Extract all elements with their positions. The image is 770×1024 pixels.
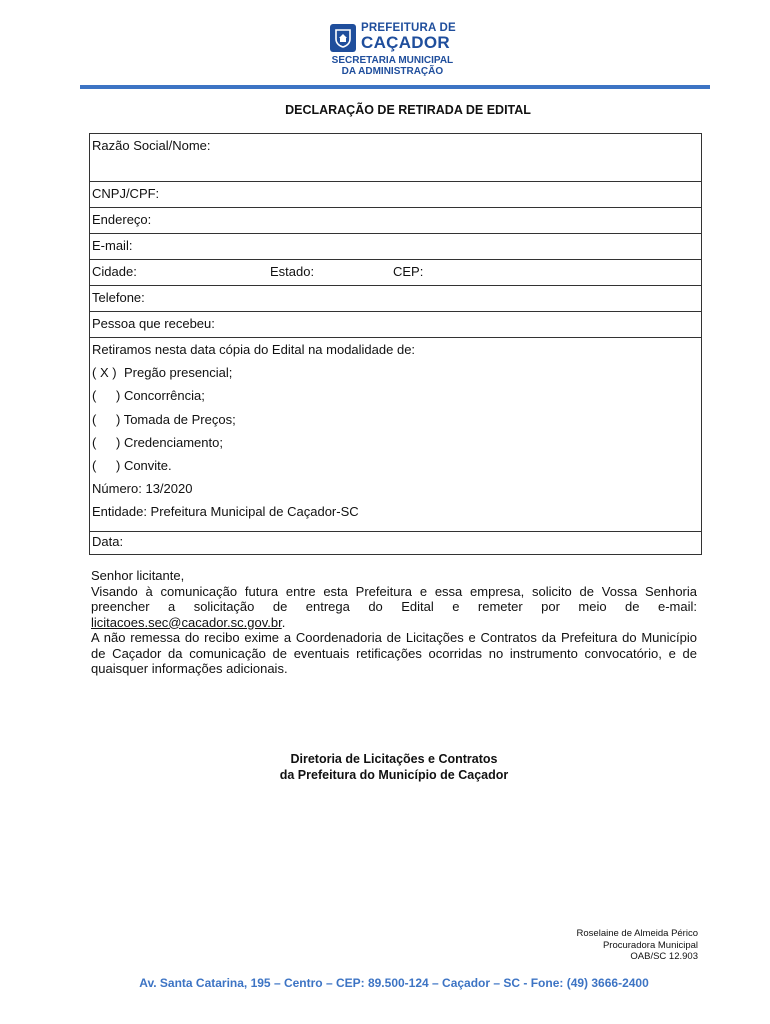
option-label: ) Credenciamento;: [116, 434, 223, 450]
option-label: Pregão presencial;: [124, 365, 233, 381]
option-mark: (: [92, 388, 97, 404]
logo-line-2: CAÇADOR: [361, 33, 450, 52]
label-cnpj: CNPJ/CPF:: [92, 186, 160, 201]
field-razao-social: [90, 134, 701, 182]
label-razao: Razão Social/Nome:: [92, 138, 211, 153]
contact-email-link[interactable]: licitacoes.sec@cacador.sc.gov.br: [91, 614, 282, 630]
signature-oab: OAB/SC 12.903: [630, 951, 698, 962]
label-cidade: Cidade:: [92, 264, 137, 279]
attorney-signature: [577, 928, 698, 963]
prefeitura-logo: [330, 22, 456, 77]
signature-role: Procuradora Municipal: [602, 939, 698, 951]
option-label: ) Tomada de Preços;: [116, 411, 236, 427]
modalidade-section: [90, 338, 701, 532]
field-cidade-estado-cep: [90, 260, 701, 286]
option-mark: (: [92, 434, 97, 450]
option-label: ) Concorrência;: [116, 388, 205, 404]
paragraph-2: A não remessa do recibo exime a Coordenadoria de Licitações e Contratos da Prefeitura do Município de Caçador da comunicação de eventuais retificações ocorridas no instrumento convocatório, e de quaisquer informações adicionais.: [91, 630, 697, 676]
option-label: ) Convite.: [116, 457, 172, 473]
city-emblem-icon: [330, 24, 356, 52]
signature-name: Roselaine de Almeida Périco: [576, 928, 698, 939]
paragraph-1-end: .: [281, 614, 286, 630]
logo-subtitle-2: DA ADMINISTRAÇÃO: [341, 66, 444, 77]
entidade-text: Entidade: Prefeitura Municipal de Caçador-SC: [92, 504, 359, 520]
label-cep: CEP:: [393, 264, 424, 279]
directorate-signature: [0, 751, 770, 783]
logo-line-1: PREFEITURA DE: [361, 22, 456, 34]
label-data: Data:: [92, 533, 124, 549]
paragraph-1-text: Visando à comunicação futura entre esta Prefeitura e essa empresa, solicito de Vossa Senhoria preencher a solicitação de entrega do Edital e remeter por meio de e-mail:: [91, 583, 697, 614]
label-pessoa: Pessoa que recebeu:: [92, 316, 215, 331]
logo-subtitle-1: SECRETARIA MUNICIPAL: [331, 55, 454, 66]
footer-address: Av. Santa Catarina, 195 – Centro – CEP: 89.500-124 – Caçador – SC - Fone: (49) 3666-2400: [139, 976, 649, 990]
header-divider: [80, 85, 710, 89]
label-endereco: Endereço:: [92, 212, 152, 227]
sign-line-1: Diretoria de Licitações e Contratos: [290, 752, 498, 766]
option-convite: [92, 457, 699, 480]
numero-text: Número: 13/2020: [92, 481, 193, 497]
label-estado: Estado:: [270, 264, 315, 279]
sign-line-2: da Prefeitura do Município de Caçador: [279, 768, 509, 782]
declaration-form: [89, 133, 702, 555]
document-title: DECLARAÇÃO DE RETIRADA DE EDITAL: [285, 103, 531, 117]
label-email: E-mail:: [92, 238, 133, 253]
field-cnpj: [90, 182, 701, 208]
field-pessoa: [90, 312, 701, 338]
option-tomada: [92, 411, 699, 434]
option-concorrencia: [92, 387, 699, 410]
instructions-text: [91, 568, 697, 677]
greeting: Senhor licitante,: [91, 568, 185, 583]
option-credenciamento: [92, 434, 699, 457]
option-pregao: [92, 364, 699, 387]
label-telefone: Telefone:: [92, 290, 145, 305]
field-telefone: [90, 286, 701, 312]
letterhead: [0, 0, 770, 92]
field-email: [90, 234, 701, 260]
field-data: [90, 532, 701, 554]
option-mark: ( X ): [92, 365, 117, 381]
field-endereco: [90, 208, 701, 234]
option-mark: (: [92, 457, 97, 473]
option-mark: (: [92, 411, 97, 427]
paragraph-1: [91, 584, 697, 631]
retiramos-text: Retiramos nesta data cópia do Edital na modalidade de:: [92, 342, 416, 357]
